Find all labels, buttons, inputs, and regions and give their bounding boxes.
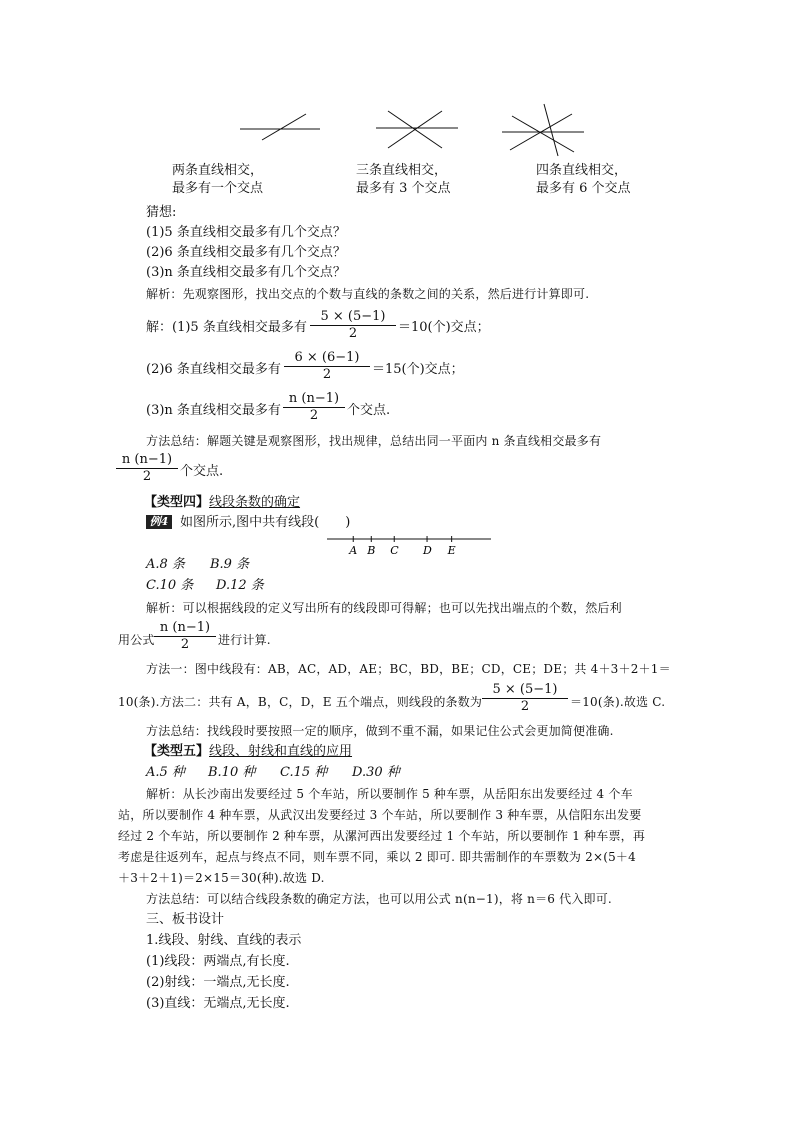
fraction-denominator: 2 (142, 469, 152, 484)
type5-analysis-line: 经过 2 个车站，所以要制作 2 种车票，从漯河西出发要经过 1 个车站，所以要制作 1 种车票，再 (118, 829, 646, 843)
type4-heading-text: 线段条数的确定 (209, 495, 301, 510)
type5-analysis-line: ＋3＋2＋1)＝2×15＝30(种).故选 D. (118, 871, 325, 885)
segment-point-label: C (390, 544, 399, 557)
guess-analysis: 解析：先观察图形，找出交点的个数与直线的条数之间的关系，然后进行计算即可. (146, 287, 590, 301)
figure-three-lines (374, 106, 464, 150)
guess-summary-fraction (116, 452, 178, 485)
guess-summary-suffix: 个交点. (180, 464, 224, 479)
fraction-denominator: 2 (322, 367, 332, 382)
guess-summary-line1: 方法总结：解题关键是观察图形，找出规律，总结出同一平面内 n 条直线相交最多有 (146, 434, 602, 448)
answer-3-prefix: (3)n 条直线相交最多有 (146, 403, 281, 418)
fraction-numerator: 5 × (5−1) (320, 309, 386, 324)
figure-caption-1: 两条直线相交， 最多有一个交点 (172, 163, 264, 196)
fraction-numerator: 6 × (6−1) (294, 350, 360, 365)
fraction-numerator: n (n−1) (121, 452, 173, 467)
type5-option-a[interactable]: A.5 种 (146, 765, 185, 780)
segment-point-label: A (349, 544, 358, 557)
board-item-2: (1)线段：两端点,有长度. (146, 954, 290, 969)
type4-option-a[interactable]: A.8 条 (146, 557, 185, 572)
guess-question-2: (2)6 条直线相交最多有几个交点？ (146, 245, 346, 260)
type5-heading-bracket: 【类型五】 (144, 744, 210, 759)
answer-3-suffix: 个交点. (347, 403, 391, 418)
answer-1-prefix: 解：(1)5 条直线相交最多有 (146, 320, 307, 335)
type5-analysis-line: 站，所以要制作 4 种车票，从武汉出发要经过 3 个车站，所以要制作 3 种车票，从信阳东出发要 (118, 808, 642, 822)
board-item-4: (3)直线：无端点,无长度. (146, 996, 290, 1011)
type4-heading (144, 494, 300, 512)
segment-point-label: D (423, 544, 432, 557)
answer-3-fraction (283, 391, 345, 424)
board-item-1: 1.线段、射线、直线的表示 (146, 933, 302, 948)
type4-heading-bracket: 【类型四】 (144, 495, 210, 510)
type5-summary: 方法总结：可以结合线段条数的确定方法，也可以用公式 n(n−1)，将 n＝6 代入即可. (146, 892, 612, 906)
type4-question: 如图所示,图中共有线段( ) (180, 515, 351, 530)
type4-option-d[interactable]: D.12 条 (216, 578, 264, 593)
figure-caption-2: 三条直线相交， 最多有 3 个交点 (356, 163, 451, 196)
type4-method-fraction (482, 682, 568, 715)
board-item-3: (2)射线：一端点,无长度. (146, 975, 290, 990)
type4-analysis-line2-suffix: 进行计算. (218, 633, 271, 647)
answer-2-fraction (284, 350, 370, 383)
type5-option-b[interactable]: B.10 种 (208, 765, 256, 780)
type5-option-c[interactable]: C.15 种 (280, 765, 328, 780)
fraction-denominator: 2 (180, 637, 190, 652)
segment-figure (325, 532, 495, 558)
type4-analysis-line1: 解析：可以根据线段的定义写出所有的线段即可得解；也可以先找出端点的个数，然后利 (146, 601, 622, 615)
fraction-numerator: n (n−1) (288, 391, 340, 406)
board-title: 三、板书设计 (146, 912, 225, 927)
fraction-denominator: 2 (309, 408, 319, 423)
fraction-numerator: n (n−1) (159, 620, 211, 635)
type4-method-line2-suffix: ＝10(条).故选 C. (570, 695, 666, 709)
figure-two-lines (238, 112, 338, 142)
type5-heading-text: 线段、射线和直线的应用 (209, 744, 353, 759)
segment-point-label: E (447, 544, 456, 557)
type4-option-c[interactable]: C.10 条 (146, 578, 194, 593)
guess-question-1: (1)5 条直线相交最多有几个交点？ (146, 225, 346, 240)
type4-analysis-fraction (154, 620, 216, 653)
type4-method-line2-prefix: 10(条).方法二：共有 A，B，C，D，E 五个端点，则线段的条数为 (118, 695, 483, 709)
type5-heading (144, 743, 352, 761)
figure-four-lines (500, 100, 590, 158)
guess-title: 猜想: (146, 205, 177, 220)
fraction-denominator: 2 (348, 326, 358, 341)
type5-analysis-line: 解析：从长沙南出发要经过 5 个车站，所以要制作 5 种车票，从岳阳东出发要经过 4 个车 (146, 787, 633, 801)
answer-2-prefix: (2)6 条直线相交最多有 (146, 362, 281, 377)
answer-2-suffix: ＝15(个)交点； (372, 362, 464, 377)
figure-caption-3: 四条直线相交， 最多有 6 个交点 (536, 163, 631, 196)
type5-analysis-line: 考虑是往返列车，起点与终点不同，则车票不同，乘以 2 即可. 即共需制作的车票数为 2×(5＋4 (118, 850, 636, 864)
type4-analysis-line2-prefix: 用公式 (118, 633, 155, 647)
type4-method-line1: 方法一：图中线段有：AB，AC，AD，AE；BC，BD，BE；CD，CE；DE；共 4＋3＋2＋1＝ (146, 662, 671, 676)
type4-summary: 方法总结：找线段时要按照一定的顺序，做到不重不漏，如果记住公式会更加简便准确. (146, 724, 614, 738)
segment-point-label: B (367, 544, 376, 557)
example-badge: 例4 (146, 515, 172, 529)
fraction-denominator: 2 (520, 699, 530, 714)
type5-option-d[interactable]: D.30 种 (352, 765, 400, 780)
fraction-numerator: 5 × (5−1) (492, 682, 558, 697)
guess-question-3: (3)n 条直线相交最多有几个交点？ (146, 265, 346, 280)
type4-option-b[interactable]: B.9 条 (210, 557, 250, 572)
answer-1-suffix: ＝10(个)交点； (398, 320, 490, 335)
answer-1-fraction (310, 309, 396, 342)
